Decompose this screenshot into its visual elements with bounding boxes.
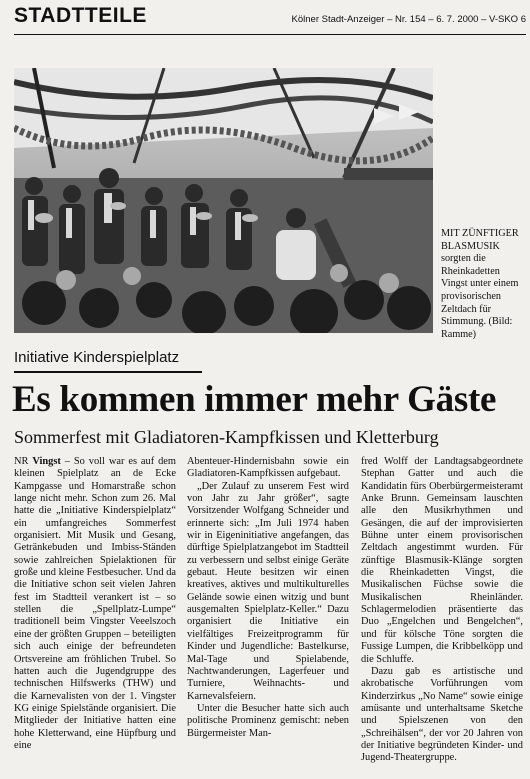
article-kicker: Initiative Kinderspielplatz (14, 349, 180, 366)
kicker-underline (14, 371, 202, 373)
column-2-paragraph-3: Unter die Besucher hatte sich auch politische Prominenz gemischt: neben Bürgermeister Man- (187, 702, 349, 739)
issue-info: Kölner Stadt-Anzeiger – Nr. 154 – 6. 7. 2000 – V-SKO 6 (291, 14, 526, 25)
column-3-paragraph-1: fred Wolff der Landtagsabgeordnete Stephan Gatter und auch die Kandidatin fürs Oberbürgermeisteramt Anke Brunn. Gemeinsam lauschten alle den Musikrhythmen und Gesängen, die auf der improvisierten Bühne unter einem provisorischen Zeltdach angestimmt wurden. Für zünftige Blasmusik-Klänge sorgten die Rheinkadetten Vingst, die Musikalischen Füchse sowie die Musikalischen Rheinländer. Schlagermelodien präsentierte das Duo „Engelchen und Bengelchen“, und für kölsche Töne sorgten die Fussige Lumpen, die Kribbelköpp und die Schluffe. (361, 456, 523, 665)
column-2-paragraph-1: Abenteuer-Hindernisbahn sowie ein Gladiatoren-Kampfkissen aufgebaut. (187, 456, 349, 480)
caption-text: sorgten die Rheinkadetten Vingst unter einem provisorischen Zeltdach für Stimmung. (Bild: Ramme) (441, 253, 519, 340)
brass-band-photo (14, 68, 433, 333)
article-column-1 (14, 456, 176, 752)
column-1-paragraph-1 (14, 456, 176, 752)
column-1-text: – So voll war es auf dem kleinen Spielplatz an de Ecke Kampgasse und Homarstraße schon lange nicht mehr. Schon zum 26. Mal hatte die „Initiative Kinderspielplatz“ ein umfangreiches Sommerfest organisiert. Mit Musik und Gesang, Getränkebuden und Imbiss-Ständen sowie zahlreichen Spielaktionen für große und kleine Festbesucher. Und da die Initiative schon seit vielen Jahren fest im Stadtteil verankert ist – so stellen die „Spellplatz-Lumpe“ traditionell beim Vingster Veeelszoch eine der größten Gruppen – beteiligten sich auch einige der befreundeten Ortsvereine am fröhlichen Trubel. So hatten auch die Jugendgruppe des technischen Hilfswerks (THW) und die Karnevalisten von der 1. Vingster KG einige Spielstände organisiert. Die Mitglieder der Initiative hatten eine hohe Kletterwand, eine Hüpfburg und eine (14, 456, 176, 751)
column-2-paragraph-2: „Der Zulauf zu unserem Fest wird von Jahr zu Jahr größer“, sagte Vorsitzender Wolfgang Schneider und erinnerte sich: „Im Juli 1974 haben wir in Eigeninitiative angefangen, das dürftige Spielplatzangebot im Stadtteil zu verbessern und selbst einige Geräte gebaut. Heute besitzen wir einen kreatives, aktives und multikulturelles Gelände sowie einen witzig und bunt ausgemalten Spielplatz-Keller.“ Dazu organisiert die Initiative ein vielfältiges Freizeitprogramm für Kinder und Jugendliche: Bastelkurse, Mal-Tage und Spielabende, Nachtwanderungen, Lagerfeuer und Turniere, Weihnachts- und Karnevalsfeiern. (187, 480, 349, 702)
photo-caption (441, 228, 527, 341)
article-column-3 (361, 456, 523, 765)
page-header (14, 4, 526, 35)
article-headline: Es kommen immer mehr Gäste (12, 379, 497, 420)
news-photo (14, 68, 433, 333)
article-column-2 (187, 456, 349, 740)
section-title: STADTTEILE (14, 4, 147, 27)
column-3-paragraph-2: Dazu gab es artistische und akrobatische Vorführungen vom Kinderzirkus „No Name“ sowie einige amüsante und unterhaltsame Sketche und Spielszenen von den „Schreihälsen“, der vor 20 Jahren von der Initiative begründeten Kinder- und Jugend-Theatergruppe. (361, 665, 523, 764)
article-subheadline: Sommerfest mit Gladiatoren-Kampfkissen und Kletterburg (14, 427, 439, 447)
caption-lead: MIT ZÜNFTIGER BLASMUSIK (441, 228, 519, 252)
author-initials: NR (14, 456, 29, 467)
dateline: Vingst (32, 456, 61, 467)
